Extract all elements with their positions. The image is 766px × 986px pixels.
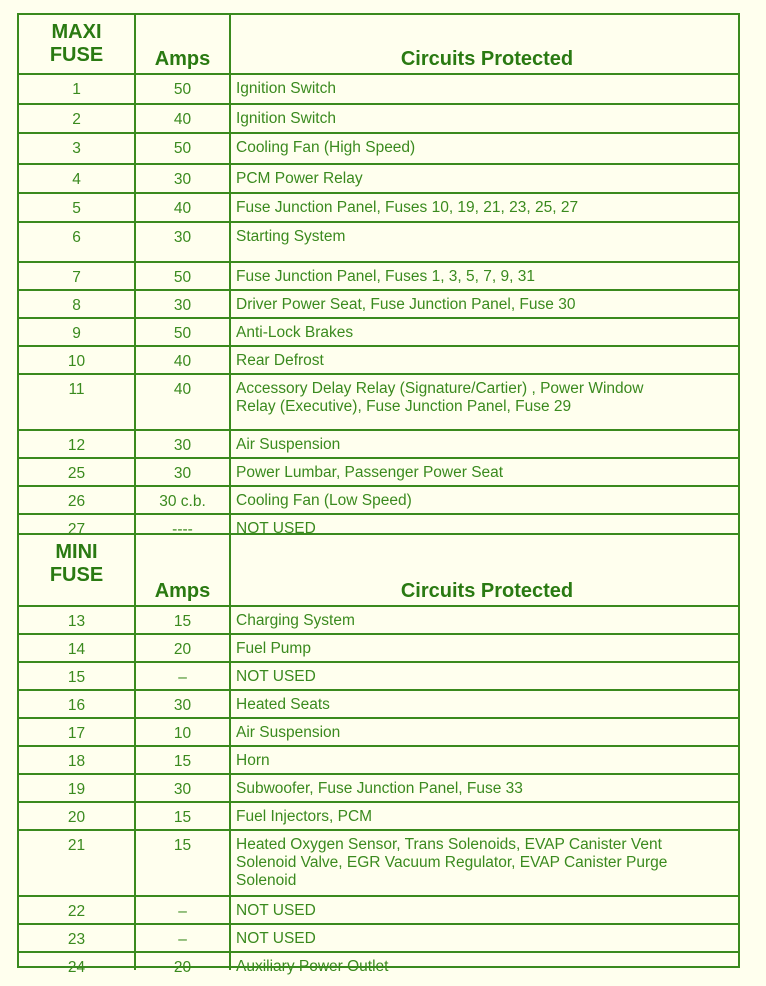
table-row <box>19 923 738 951</box>
table-row <box>19 661 738 689</box>
maxi-fuse-header-line2: FUSE <box>49 44 104 66</box>
circuits-protected <box>231 691 738 717</box>
circuit-line: Starting System <box>236 228 346 245</box>
mini-circuits-header: Circuits Protected <box>400 580 574 602</box>
fuse-number: 6 <box>19 223 136 261</box>
fuse-number: 16 <box>19 691 136 717</box>
fuse-number: 25 <box>19 459 136 485</box>
table-row <box>19 289 738 317</box>
circuits-protected <box>231 719 738 745</box>
circuit-line: Power Lumbar, Passenger Power Seat <box>236 464 504 481</box>
circuit-line: Fuse Junction Panel, Fuses 10, 19, 21, 23, 25, 27 <box>236 199 579 216</box>
fuse-number: 22 <box>19 897 136 923</box>
fuse-amps: 30 <box>136 165 231 192</box>
table-row <box>19 717 738 745</box>
circuit-line: Subwoofer, Fuse Junction Panel, Fuse 33 <box>236 780 523 797</box>
circuits-protected <box>231 194 738 221</box>
fuse-amps: 30 <box>136 223 231 261</box>
circuit-line: Auxiliary Power Outlet <box>236 958 389 975</box>
fuse-amps: 20 <box>136 635 231 661</box>
circuits-protected <box>231 487 738 513</box>
fuse-amps: 50 <box>136 263 231 289</box>
fuse-amps: 10 <box>136 719 231 745</box>
fuse-amps: 40 <box>136 347 231 373</box>
table-row <box>19 73 738 103</box>
circuit-line: Cooling Fan (High Speed) <box>236 139 416 156</box>
fuse-amps: 30 <box>136 691 231 717</box>
table-row <box>19 633 738 661</box>
circuit-line: NOT USED <box>236 520 316 537</box>
fuse-amps: 30 <box>136 775 231 801</box>
fuse-amps: 50 <box>136 75 231 103</box>
circuit-line: Air Suspension <box>236 436 341 453</box>
fuse-amps: 30 <box>136 431 231 457</box>
circuits-protected <box>231 223 738 261</box>
fuse-amps: 50 <box>136 134 231 163</box>
maxi-header-row <box>19 15 738 73</box>
circuit-line: Fuel Injectors, PCM <box>236 808 373 825</box>
fuse-amps: 30 <box>136 459 231 485</box>
mini-amps-header: Amps <box>136 535 231 605</box>
table-row <box>19 192 738 221</box>
fuse-number: 12 <box>19 431 136 457</box>
fuse-amps: 15 <box>136 747 231 773</box>
table-row <box>19 773 738 801</box>
circuits-protected <box>231 263 738 289</box>
circuit-line: Relay (Executive), Fuse Junction Panel, Fuse 29 <box>236 398 572 415</box>
fuse-number: 27 <box>19 515 136 533</box>
table-row <box>19 745 738 773</box>
circuits-protected <box>231 291 738 317</box>
table-row <box>19 829 738 895</box>
maxi-fuse-header <box>19 15 136 73</box>
maxi-fuse-header-line1: MAXI <box>51 21 102 43</box>
fuse-amps: – <box>136 897 231 923</box>
fuse-amps: 20 <box>136 953 231 970</box>
fuse-amps: – <box>136 925 231 951</box>
table-row <box>19 513 738 538</box>
maxi-circuits-header: Circuits Protected <box>400 48 574 70</box>
table-row <box>19 373 738 429</box>
circuits-protected <box>231 75 738 103</box>
circuits-protected <box>231 897 738 923</box>
circuit-line: NOT USED <box>236 902 316 919</box>
fuse-number: 19 <box>19 775 136 801</box>
table-row <box>19 345 738 373</box>
circuit-line: Heated Oxygen Sensor, Trans Solenoids, EVAP Canister Vent <box>236 836 662 853</box>
circuit-line: Solenoid <box>236 872 297 889</box>
circuit-line: NOT USED <box>236 668 316 685</box>
circuits-protected <box>231 803 738 829</box>
circuits-protected <box>231 831 738 895</box>
fuse-number: 26 <box>19 487 136 513</box>
circuit-line: NOT USED <box>236 930 316 947</box>
circuit-line: Fuse Junction Panel, Fuses 1, 3, 5, 7, 9, 31 <box>236 268 535 285</box>
fuse-number: 23 <box>19 925 136 951</box>
table-row <box>19 132 738 163</box>
fuse-amps: ---- <box>136 515 231 533</box>
fuse-amps: 30 <box>136 291 231 317</box>
table-row <box>19 317 738 345</box>
fuse-number: 21 <box>19 831 136 895</box>
fuse-number: 24 <box>19 953 136 970</box>
circuits-protected <box>231 319 738 345</box>
fuse-number: 11 <box>19 375 136 429</box>
circuits-protected <box>231 347 738 373</box>
circuit-line: Driver Power Seat, Fuse Junction Panel, Fuse 30 <box>236 296 576 313</box>
circuits-protected <box>231 134 738 163</box>
circuit-line: Cooling Fan (Low Speed) <box>236 492 412 509</box>
table-row <box>19 801 738 829</box>
table-row <box>19 485 738 513</box>
table-row <box>19 429 738 457</box>
fuse-number: 3 <box>19 134 136 163</box>
circuit-line: Ignition Switch <box>236 80 336 97</box>
circuits-protected <box>231 105 738 132</box>
circuits-protected <box>231 459 738 485</box>
maxi-amps-header: Amps <box>136 15 231 73</box>
circuits-protected <box>231 431 738 457</box>
mini-fuse-header-line1: MINI <box>55 541 98 563</box>
circuit-line: Rear Defrost <box>236 352 324 369</box>
fuse-amps: 40 <box>136 194 231 221</box>
fuse-number: 7 <box>19 263 136 289</box>
fuse-number: 10 <box>19 347 136 373</box>
circuit-line: Charging System <box>236 612 355 629</box>
circuit-line: Heated Seats <box>236 696 330 713</box>
fuse-number: 18 <box>19 747 136 773</box>
fuse-amps: 30 c.b. <box>136 487 231 513</box>
fuse-number: 20 <box>19 803 136 829</box>
circuits-protected <box>231 375 738 429</box>
fuse-amps: 15 <box>136 607 231 633</box>
circuits-protected <box>231 165 738 192</box>
circuit-line: PCM Power Relay <box>236 170 363 187</box>
circuit-line: Air Suspension <box>236 724 341 741</box>
fuse-number: 2 <box>19 105 136 132</box>
mini-fuse-header-line2: FUSE <box>49 564 104 586</box>
fuse-amps: 40 <box>136 375 231 429</box>
fuse-amps: – <box>136 663 231 689</box>
mini-header-row <box>19 533 738 605</box>
circuits-protected <box>231 775 738 801</box>
fuse-number: 8 <box>19 291 136 317</box>
table-row <box>19 103 738 132</box>
circuits-protected <box>231 925 738 951</box>
circuits-protected <box>231 515 738 537</box>
mini-fuse-header <box>19 535 136 605</box>
fuse-table <box>17 13 740 976</box>
table-row <box>19 163 738 192</box>
fuse-number: 9 <box>19 319 136 345</box>
circuits-protected <box>231 607 738 633</box>
fuse-amps: 50 <box>136 319 231 345</box>
fuse-amps: 15 <box>136 803 231 829</box>
table-row <box>19 457 738 485</box>
table-row <box>19 689 738 717</box>
table-row <box>19 605 738 633</box>
circuit-line: Ignition Switch <box>236 110 336 127</box>
circuit-line: Fuel Pump <box>236 640 311 657</box>
circuit-line: Solenoid Valve, EGR Vacuum Regulator, EVAP Canister Purge <box>236 854 668 871</box>
fuse-number: 13 <box>19 607 136 633</box>
circuits-protected <box>231 953 738 975</box>
circuits-protected <box>231 663 738 689</box>
circuit-line: Horn <box>236 752 270 769</box>
fuse-number: 15 <box>19 663 136 689</box>
fuse-number: 17 <box>19 719 136 745</box>
table-row <box>19 951 738 976</box>
circuits-protected <box>231 747 738 773</box>
table-row <box>19 221 738 261</box>
fuse-number: 14 <box>19 635 136 661</box>
table-row <box>19 261 738 289</box>
circuit-line: Anti-Lock Brakes <box>236 324 354 341</box>
fuse-number: 5 <box>19 194 136 221</box>
circuit-line: Accessory Delay Relay (Signature/Cartier) , Power Window <box>236 380 644 397</box>
fuse-amps: 40 <box>136 105 231 132</box>
table-row <box>19 895 738 923</box>
circuits-protected <box>231 635 738 661</box>
fuse-number: 1 <box>19 75 136 103</box>
fuse-number: 4 <box>19 165 136 192</box>
fuse-amps: 15 <box>136 831 231 895</box>
